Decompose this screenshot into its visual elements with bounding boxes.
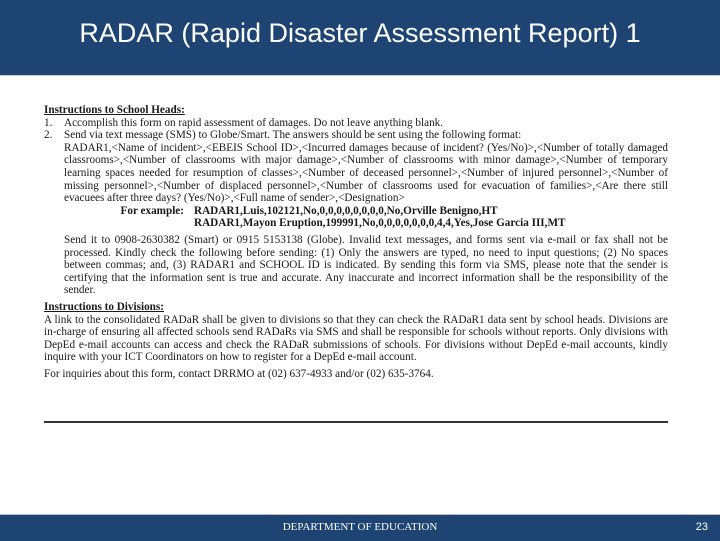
document-scan bbox=[44, 104, 668, 380]
slide-title: RADAR (Rapid Disaster Assessment Report) 1 bbox=[79, 18, 641, 48]
example-spacer bbox=[64, 217, 194, 230]
sms-format: RADAR1,<Name of incident>,<EBEIS School ID>,<Incurred damages because of incident? (Yes/No)>,<Number of totally damaged classrooms>,<Number of classrooms with major damage>,<Number of classrooms with minor damage>,<Number of temporary learning spaces needed for resumption of classes>,<Number of deceased personnel>,<Number of injured personnel>,<Number of missing personnel>,<Number of displaced personnel>,<Number of classrooms used for evacuation of families>,<Are there still evacuees after three days? (Yes/No)>,<Full name of sender>,<Designation> bbox=[64, 141, 668, 205]
example-1: RADAR1,Luis,102121,No,0,0,0,0,0,0,0,0,No,Orville Benigno,HT bbox=[194, 204, 498, 217]
divider-line bbox=[44, 421, 668, 423]
item-number: 1. bbox=[44, 116, 53, 129]
title-banner bbox=[0, 0, 720, 76]
instruction-item bbox=[44, 117, 668, 130]
send-instructions: Send it to 0908-2630382 (Smart) or 0915 5153138 (Globe). Invalid text messages, and forms sent via e-mail or fax shall not be processed. Kindly check the following before sending: (1) Only the answers are typed, no need to input questions; (2) No spaces between commas; and, (3) RADAR1 and SCHOOL ID is indicated. By sending this form via SMS, please note that the sender is certifying that the information sent is true and accurate. Any inaccurate and incorrect information shall be the responsibility of the sender. bbox=[64, 233, 668, 297]
example-2: RADAR1,Mayon Eruption,199991,No,0,0,0,0,0,0,0,4,4,Yes,Jose Garcia III,MT bbox=[194, 217, 566, 230]
example-label: For example: bbox=[120, 204, 184, 217]
school-heads-heading: Instructions to School Heads: bbox=[44, 104, 185, 116]
item-text: Send via text message (SMS) to Globe/Smart. The answers should be sent using the following format: bbox=[64, 129, 522, 142]
item-number: 2. bbox=[44, 129, 53, 142]
department-name: DEPARTMENT OF EDUCATION bbox=[282, 521, 438, 533]
example-row bbox=[44, 217, 668, 230]
divisions-text: A link to the consolidated RADaR shall be given to divisions so that they can check the RADaR1 data sent by school heads. Divisions are in-charge of ensuring all affected schools send RADaRs via SMS and shall be responsible for schools without reports. Only divisions with DepEd e-mail accounts can access and check the RADaR submissions of schools. For divisions without DepEd e-mail accounts, kindly inquire with your ICT Coordinators on how to register for a DepEd e-mail account. bbox=[44, 313, 668, 364]
divisions-heading: Instructions to Divisions: bbox=[44, 300, 164, 313]
page-number: 23 bbox=[695, 521, 708, 533]
example-row bbox=[44, 205, 668, 218]
item-text: Accomplish this form on rapid assessment of damages. Do not leave anything blank. bbox=[64, 116, 444, 129]
footer-bar bbox=[0, 514, 720, 541]
instruction-item bbox=[44, 129, 668, 142]
inquiries-text: For inquiries about this form, contact DRRMO at (02) 637-4933 and/or (02) 635-3764. bbox=[44, 367, 434, 380]
